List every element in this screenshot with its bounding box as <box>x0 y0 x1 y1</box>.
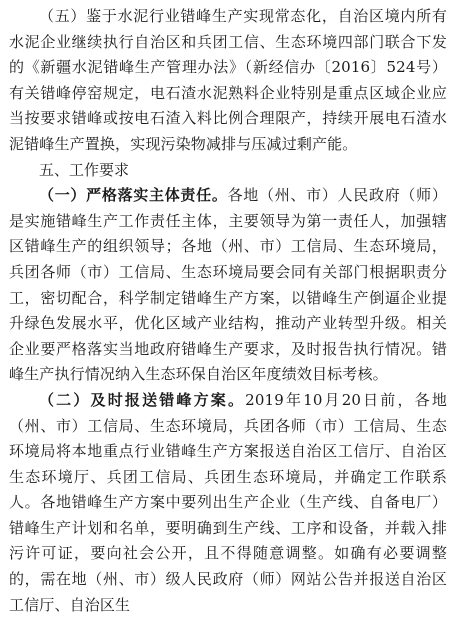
section-heading: 五、工作要求 <box>39 160 130 179</box>
item-1-heading: （一）严格落实主体责任。 <box>39 186 228 205</box>
paragraph-item-5: （五）鉴于水泥行业错峰生产实现常态化，自治区境内所有水泥企业继续执行自治区和兵团工信、生态环境四部门联合下发的《新疆水泥错峰生产管理办法》（新经信办〔2016〕524号）有关错峰停窑规定，电石渣水泥熟料企业特别是重点区域企业应当按要求错峰或按电石渣入料比例合理限产，持续开展电石渣水泥错峰生产置换，实现污染物减排与压减过剩产能。 <box>9 7 447 153</box>
paragraph-item-1 <box>9 183 447 388</box>
item-1-body: 各地（州、市）人民政府（师）是实施错峰生产工作责任主体，主要领导为第一责任人，加强辖区错峰生产的组织领导；各地（州、市）工信局、生态环境局，兵团各师（市）工信局、生态环境局要会同有关部门根据职责分工，密切配合，科学制定错峰生产方案，以错峰生产倒逼企业提升绿色发展水平，优化区域产业结构，推动产业转型升级。相关企业要严格落实当地政府错峰生产要求，及时报告执行情况。错峰生产执行情况纳入生态环保自治区年度绩效目标考核。 <box>9 186 447 384</box>
paragraph-item-2 <box>9 388 447 618</box>
item-2-body: 2019年10月20日前，各地（州、市）工信局、生态环境局，兵团各师（市）工信局、生态环境局将本地重点行业错峰生产方案报送自治区工信厅、自治区生态环境厅、兵团工信局、兵团生态环境局，并确定工作联系人。各地错峰生产方案中要列出生产企业（生产线、自备电厂）错峰生产计划和名单，要明确到生产线、工序和设备，并载入排污许可证，要向社会公开，且不得随意调整。如确有必要调整的，需在地（州、市）级人民政府（师）网站公告并报送自治区工信厅、自治区生 <box>9 390 447 614</box>
item-2-heading: （二）及时报送错峰方案。 <box>39 390 246 409</box>
